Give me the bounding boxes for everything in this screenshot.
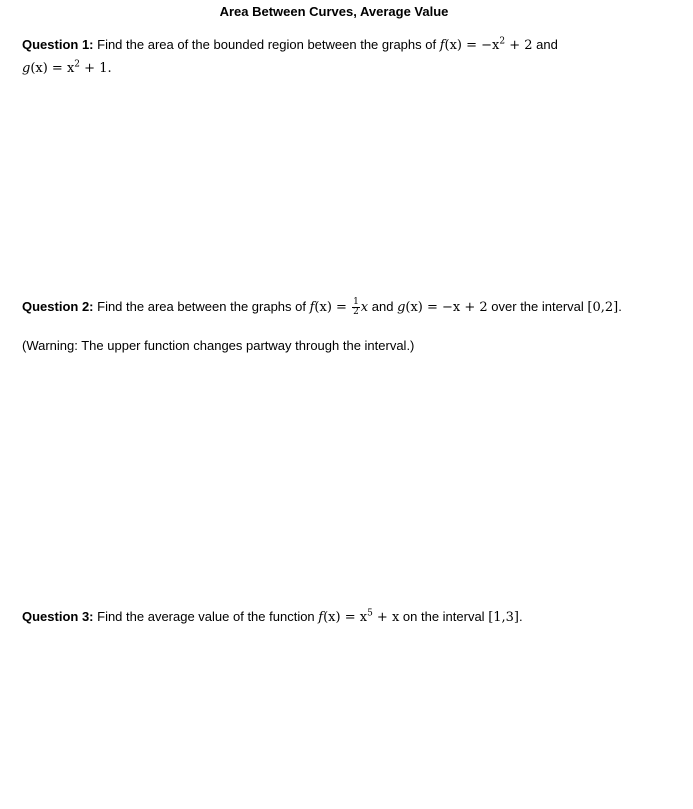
question-1-text-a: Find the area of the bounded region between the graphs of <box>93 37 440 52</box>
question-1 <box>22 34 672 80</box>
question-3-text-a: Find the average value of the function <box>93 609 319 624</box>
question-2-text-a: Find the area between the graphs of <box>93 299 310 314</box>
question-2-text-c: over the interval <box>487 299 588 314</box>
question-3-text-c: . <box>519 609 523 624</box>
question-2 <box>22 296 672 319</box>
fraction: $\frac{1}{2}$ <box>353 297 359 317</box>
question-2-text-d: . <box>618 299 622 314</box>
question-3 <box>22 606 672 629</box>
question-2-warning: (Warning: The upper function changes partway through the interval.) <box>22 338 415 353</box>
page-title: Area Between Curves, Average Value <box>219 4 449 19</box>
question-3-interval: [1,3] <box>488 610 520 625</box>
question-2-text-b: and <box>368 299 398 314</box>
question-1-g-expression: $g(x) = x^2 + 1$. <box>22 59 112 76</box>
question-3-f-expression: $f(x) = x^5 + x$ <box>318 608 400 625</box>
question-2-interval: [0,2] <box>587 300 619 315</box>
question-1-text-b: and <box>532 37 558 52</box>
question-1-f-expression: $f(x) = -x^2 + 2$ <box>439 36 533 53</box>
question-3-label: Question 3: <box>22 609 94 624</box>
question-2-f-expression: f(x) = $\frac{1}{2}$ x <box>309 297 369 317</box>
question-2-g-expression: g(x) = −x + 2 <box>397 300 488 315</box>
question-2-label: Question 2: <box>22 299 94 314</box>
question-1-label: Question 1: <box>22 37 94 52</box>
question-3-text-b: on the interval <box>399 609 489 624</box>
